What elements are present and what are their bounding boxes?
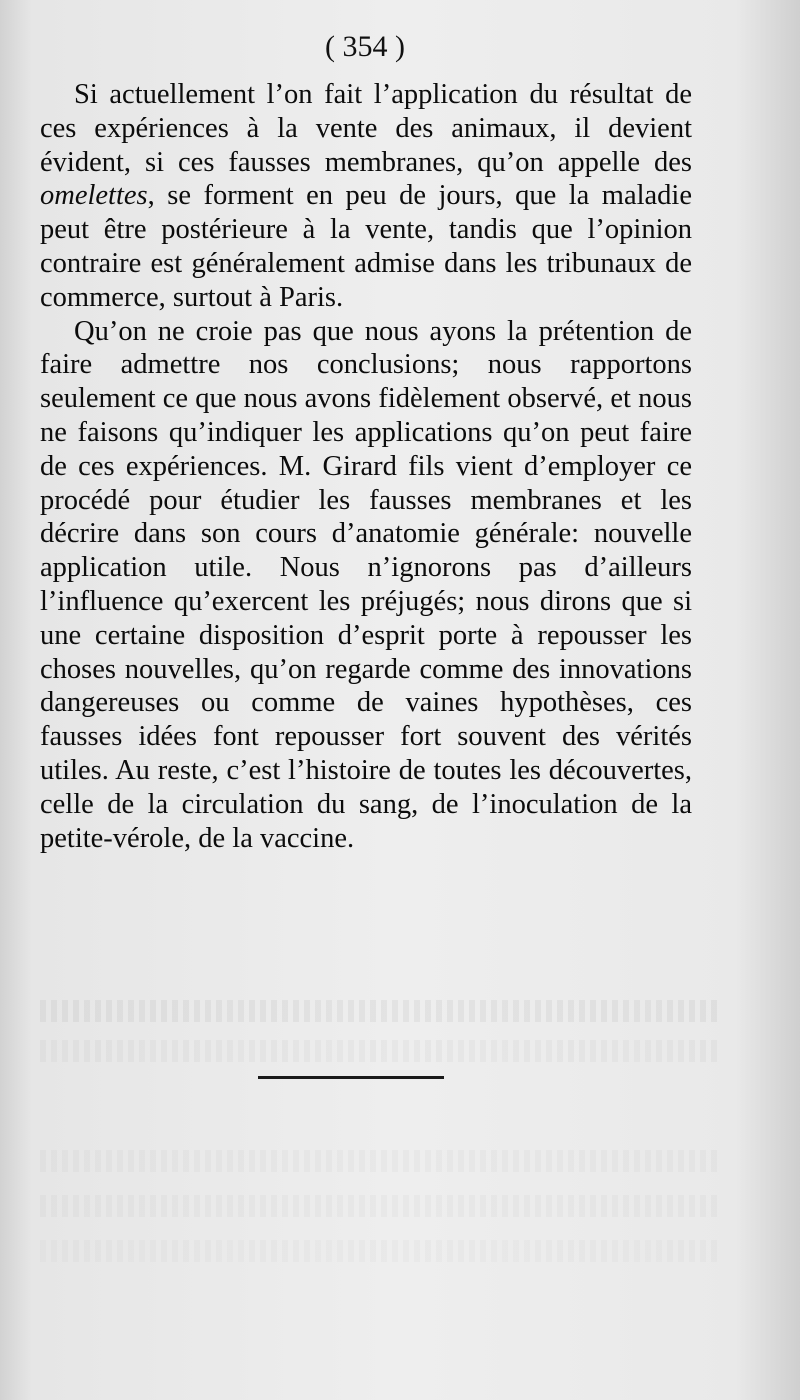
show-through-text	[40, 1195, 720, 1217]
show-through-text	[40, 1240, 720, 1262]
paragraph-1-text-start: Si actuellement l’on fait l’application du résultat de ces expériences à la vente des animaux, il devient évident, si ces fausses membranes, qu’on appelle des	[40, 79, 692, 178]
paragraph-1	[40, 78, 692, 315]
paragraph-2: Qu’on ne croie pas que nous ayons la prétention de faire admettre nos conclusions; nous rapportons seulement ce que nous avons fidèlement observé, et nous ne faisons qu’indiquer les applications qu’on peut faire de ces expériences. M. Girard fils vient d’employer ce procédé pour étudier les fausses membranes et les décrire dans son cours d’anatomie générale: nouvelle application utile. Nous n’ignorons pas d’ailleurs l’influence qu’exercent les préjugés; nous dirons que si une certaine disposition d’esprit porte à repousser les choses nouvelles, qu’on regarde comme des innovations dangereuses ou comme de vaines hypothèses, ces fausses idées font repousser fort souvent des vérités utiles. Au reste, c’est l’histoire de toutes les découvertes, celle de la circulation du sang, de l’inoculation de la petite-vérole, de la vaccine.	[40, 315, 692, 854]
page-body	[40, 78, 692, 855]
show-through-text	[40, 1150, 720, 1172]
page-number: ( 354 )	[325, 30, 405, 63]
show-through-text	[40, 1000, 720, 1022]
paragraph-1-text-end: , se forment en peu de jours, que la maladie peut être postérieure à la vente, tandis que l’opinion contraire est généralement admise dans les tribunaux de commerce, surtout à Paris.	[40, 180, 692, 313]
show-through-text	[40, 1040, 720, 1062]
section-rule	[258, 1076, 444, 1079]
italic-term: omelettes	[40, 180, 148, 212]
